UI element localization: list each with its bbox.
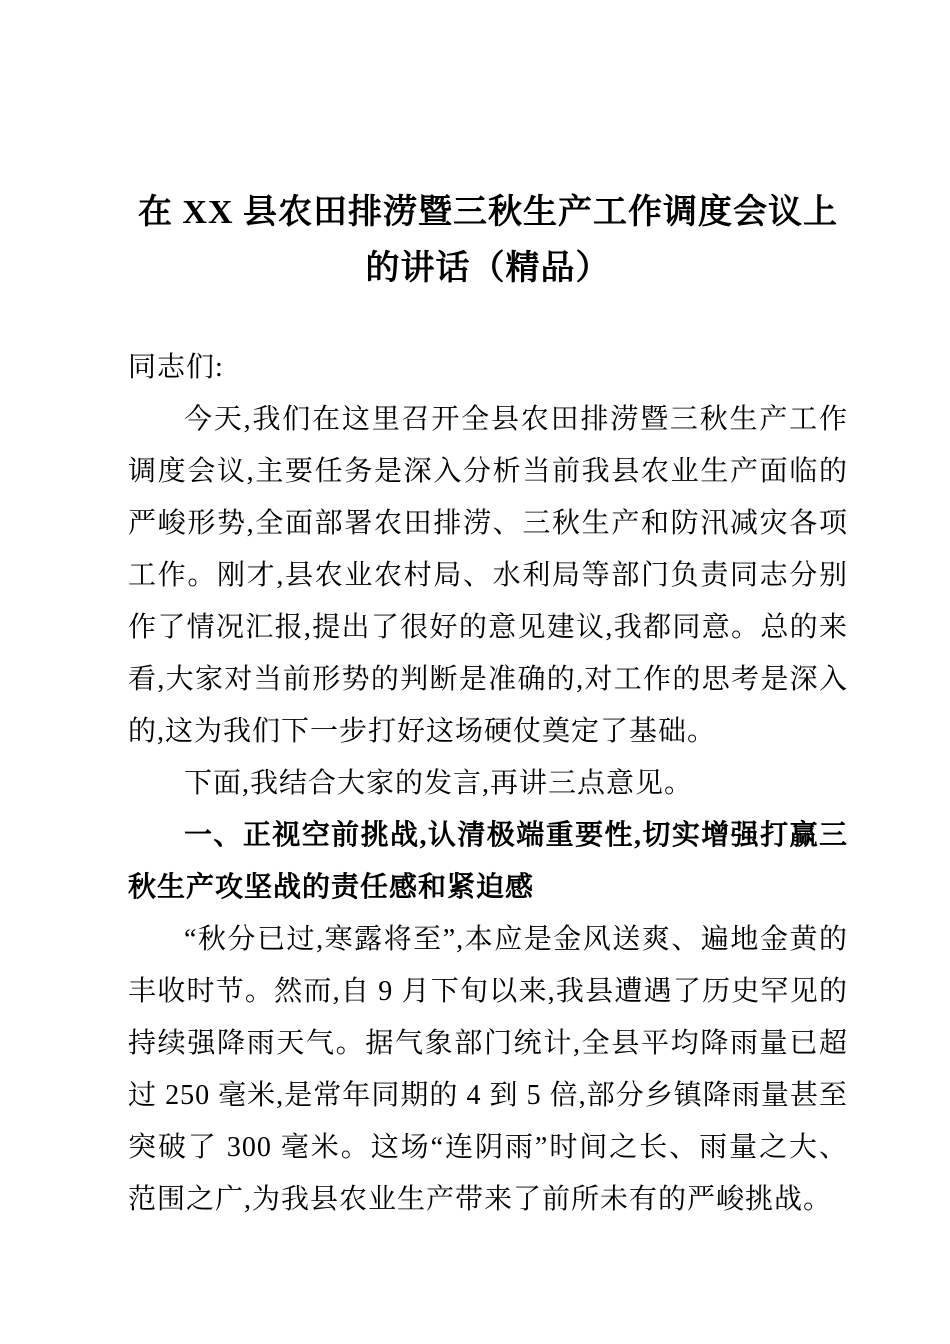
paragraph-section-1-body: “秋分已过,寒露将至”,本应是金风送爽、遍地金黄的丰收时节。然而,自 9 月下旬以来,我县遭遇了历史罕见的持续强降雨天气。据气象部门统计,全县平均降雨量已超过 250 毫米,是常年同期的 4 到 5 倍,部分乡镇降雨量甚至突破了 300 毫米。这场“连阴雨”时间之长、雨量之大、范围之广,为我县农业生产带来了前所未有的严峻挑战。 (128, 924, 848, 1215)
paragraph-transition: 下面,我结合大家的发言,再讲三点意见。 (184, 768, 694, 799)
paragraph-opening: 今天,我们在这里召开全县农田排涝暨三秋生产工作调度会议,主要任务是深入分析当前我县农业生产面临的严峻形势,全面部署农田排涝、三秋生产和防汛减灾各项工作。刚才,县农业农村局、水利局等部门负责同志分别作了情况汇报,提出了很好的意见建议,我都同意。总的来看,大家对当前形势的判断是准确的,对工作的思考是深入的,这为我们下一步打好这场硬仗奠定了基础。 (128, 404, 848, 747)
document-title: 在 XX 县农田排涝暨三秋生产工作调度会议上的讲话（精品） (137, 194, 839, 287)
section-heading-1: 一、正视空前挑战,认清极端重要性,切实增强打赢三秋生产攻坚战的责任感和紧迫感 (128, 820, 848, 903)
salutation-line: 同志们: (128, 352, 224, 383)
